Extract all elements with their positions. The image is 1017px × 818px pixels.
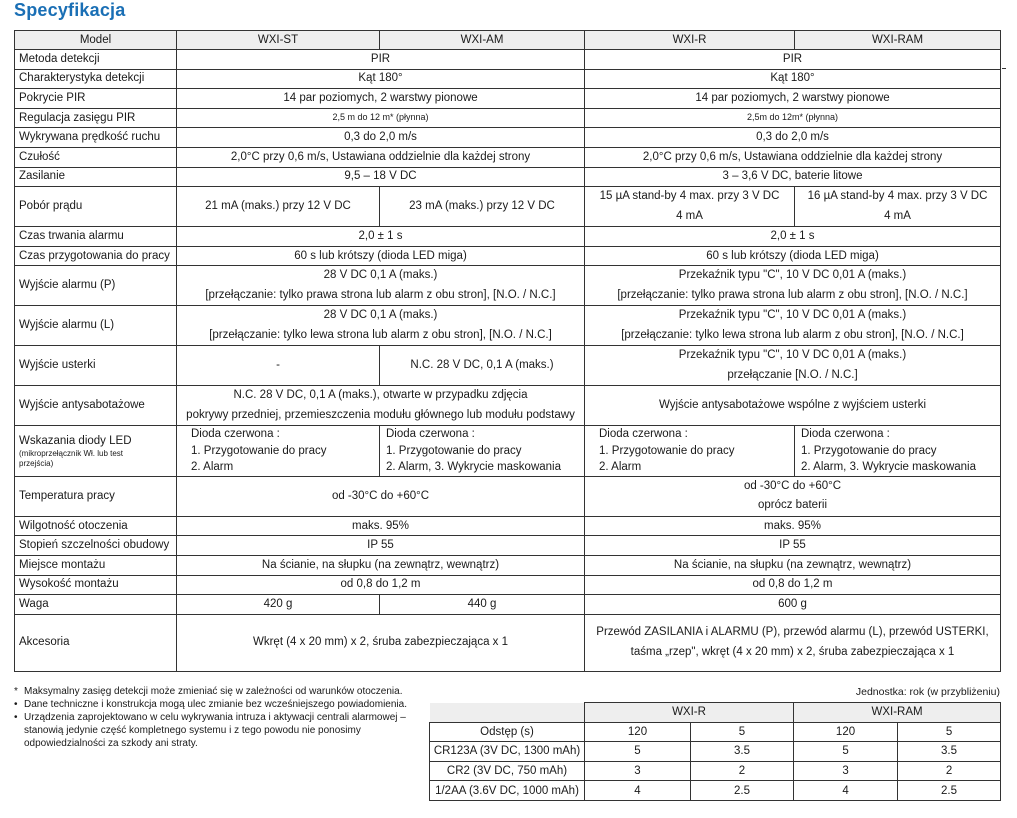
footnote-text: Maksymalny zasięg detekcji może zmieniać się w zależności od warunków otoczenia. — [24, 686, 403, 697]
cell-value: PIR — [585, 50, 1001, 70]
row-label: Wykrywana prędkość ruchu — [15, 128, 177, 148]
model-wxi-ram-header: WXI-RAM — [795, 31, 1001, 50]
cell-value: 440 g — [380, 595, 585, 615]
cell-value: IP 55 — [177, 536, 585, 556]
table-row — [15, 346, 1001, 386]
model-wxi-am-header: WXI-AM — [380, 31, 585, 50]
row-label: Miejsce montażu — [15, 556, 177, 576]
cell-value: 21 mA (maks.) przy 12 V DC — [177, 187, 380, 227]
cell-value — [177, 386, 585, 426]
cell-line: Dioda czerwona : — [801, 428, 890, 441]
row-label: Zasilanie — [15, 167, 177, 187]
cell-value: N.C. 28 V DC, 0,1 A (maks.) — [380, 346, 585, 386]
asterisk-icon: * — [14, 686, 18, 697]
empty-cell — [430, 703, 585, 723]
battery-life-value: 3 — [794, 761, 898, 781]
cell-value — [177, 426, 380, 477]
table-row — [430, 761, 1001, 781]
cell-value: 2,0 ± 1 s — [177, 227, 585, 247]
bullet-icon: • — [14, 699, 18, 710]
cell-value: 2,0°C przy 0,6 m/s, Ustawiana oddzielnie dla każdej strony — [585, 147, 1001, 167]
cell-line: 15 µA stand-by 4 max. przy 3 V DC — [599, 190, 780, 203]
cell-line: Dioda czerwona : — [191, 428, 280, 441]
table-row — [430, 781, 1001, 801]
row-label: Czas trwania alarmu — [15, 227, 177, 247]
battery-life-value: 5 — [794, 742, 898, 762]
row-label: Regulacja zasięgu PIR — [15, 108, 177, 128]
table-row — [15, 614, 1001, 671]
interval-value: 5 — [898, 722, 1001, 742]
table-row — [15, 227, 1001, 247]
cell-value — [177, 306, 585, 346]
footnotes — [14, 685, 414, 750]
cell-value — [585, 614, 1001, 671]
cell-value: 0,3 do 2,0 m/s — [585, 128, 1001, 148]
table-row — [15, 128, 1001, 148]
cell-value: 420 g — [177, 595, 380, 615]
battery-life-value: 4 — [794, 781, 898, 801]
row-label: Waga — [15, 595, 177, 615]
table-row — [15, 187, 1001, 227]
cell-line: Przewód ZASILANIA i ALARMU (P), przewód alarmu (L), przewód USTERKI, — [596, 626, 989, 639]
cell-line: 2. Alarm, 3. Wykrycie maskowania — [801, 461, 977, 474]
battery-life-value: 2 — [898, 761, 1001, 781]
table-row — [15, 476, 1001, 516]
cell-value: 14 par poziomych, 2 warstwy pionowe — [585, 89, 1001, 109]
table-row — [15, 536, 1001, 556]
battery-life-value: 2.5 — [898, 781, 1001, 801]
cell-value — [585, 187, 795, 227]
table-row — [15, 89, 1001, 109]
footnote — [14, 698, 414, 711]
spec-header-row — [15, 31, 1001, 50]
battery-type: CR123A (3V DC, 1300 mAh) — [430, 742, 585, 762]
table-row — [15, 266, 1001, 306]
row-label-sub: przejścia) — [19, 458, 54, 468]
row-label-sub: (mikroprzełącznik Wł. lub test — [19, 448, 124, 458]
table-row — [15, 147, 1001, 167]
cell-line: 28 V DC 0,1 A (maks.) — [323, 269, 438, 282]
row-label: Pobór prądu — [15, 187, 177, 227]
row-label: Wyjście alarmu (L) — [15, 306, 177, 346]
cell-line: 2. Alarm, 3. Wykrycie maskowania — [386, 461, 562, 474]
cell-value: maks. 95% — [585, 516, 1001, 536]
footnote-text: Dane techniczne i konstrukcja mogą ulec zmianie bez wcześniejszego powiadomienia. — [24, 699, 407, 710]
battery-interval-row — [430, 722, 1001, 742]
battery-header-row — [430, 703, 1001, 723]
cell-line: 28 V DC 0,1 A (maks.) — [323, 309, 438, 322]
cell-value: 60 s lub krótszy (dioda LED miga) — [585, 246, 1001, 266]
row-label: Czułość — [15, 147, 177, 167]
battery-life-value: 3 — [585, 761, 691, 781]
table-row — [15, 595, 1001, 615]
interval-value: 5 — [691, 722, 794, 742]
cell-line: [przełączanie: tylko lewa strona lub alarm z obu stron], [N.O. / N.C.] — [209, 328, 552, 341]
cell-line: Przekaźnik typu "C", 10 V DC 0,01 A (maks.) — [678, 269, 907, 282]
cell-value — [585, 306, 1001, 346]
battery-unit-note: Jednostka: rok (w przybliżeniu) — [855, 686, 1000, 698]
spec-table — [14, 30, 1001, 672]
cell-line: Przekaźnik typu "C", 10 V DC 0,01 A (maks.) — [678, 349, 907, 362]
cell-value: 600 g — [585, 595, 1001, 615]
cell-value: Na ścianie, na słupku (na zewnątrz, wewnątrz) — [177, 556, 585, 576]
cell-value: - — [177, 346, 380, 386]
cell-line: 1. Przygotowanie do pracy — [599, 444, 735, 457]
table-row — [15, 50, 1001, 70]
cell-value — [177, 266, 585, 306]
table-row — [15, 69, 1001, 89]
table-edge-mark — [1002, 68, 1006, 69]
cell-line: [przełączanie: tylko prawa strona lub alarm z obu stron], [N.O. / N.C.] — [205, 288, 556, 301]
row-label: Temperatura pracy — [15, 476, 177, 516]
page-title: Specyfikacja — [14, 0, 126, 20]
cell-value: 9,5 – 18 V DC — [177, 167, 585, 187]
row-label-text: Wskazania diody LED — [19, 434, 132, 447]
battery-life-value: 2 — [691, 761, 794, 781]
row-label: Wyjście alarmu (P) — [15, 266, 177, 306]
battery-life-table — [429, 702, 1001, 801]
table-row — [15, 306, 1001, 346]
cell-value: 60 s lub krótszy (dioda LED miga) — [177, 246, 585, 266]
footnote — [14, 685, 414, 698]
cell-value — [795, 426, 1001, 477]
cell-line: 1. Przygotowanie do pracy — [191, 444, 327, 457]
cell-line: 2. Alarm — [599, 461, 642, 474]
bullet-icon: • — [14, 712, 18, 723]
cell-value: Na ścianie, na słupku (na zewnątrz, wewnątrz) — [585, 556, 1001, 576]
cell-value: IP 55 — [585, 536, 1001, 556]
footnote — [14, 711, 414, 750]
table-row — [430, 742, 1001, 762]
battery-life-value: 5 — [585, 742, 691, 762]
row-label: Stopień szczelności obudowy — [15, 536, 177, 556]
table-row — [15, 575, 1001, 595]
battery-life-value: 4 — [585, 781, 691, 801]
cell-line: Przekaźnik typu "C", 10 V DC 0,01 A (maks.) — [678, 309, 907, 322]
row-label: Charakterystyka detekcji — [15, 69, 177, 89]
cell-value — [380, 426, 585, 477]
cell-line: 4 mA — [676, 209, 703, 222]
cell-line: 2. Alarm — [191, 461, 234, 474]
cell-value: maks. 95% — [177, 516, 585, 536]
cell-line: 1. Przygotowanie do pracy — [801, 444, 937, 457]
cell-line: N.C. 28 V DC, 0,1 A (maks.), otwarte w przypadku zdjęcia — [233, 389, 528, 402]
interval-label: Odstęp (s) — [430, 722, 585, 742]
footnote-text: Urządzenia zaprojektowano w celu wykrywania intruza i aktywacji centrali alarmowej – stanowią jedynie część kompletnego systemu i z tego powodu nie ponosimy odpowiedzialności za szkody ani straty. — [24, 712, 406, 749]
cell-value: 23 mA (maks.) przy 12 V DC — [380, 187, 585, 227]
row-label: Akcesoria — [15, 614, 177, 671]
cell-line: oprócz baterii — [757, 499, 828, 512]
cell-line: 16 µA stand-by 4 max. przy 3 V DC — [807, 190, 988, 203]
battery-type: CR2 (3V DC, 750 mAh) — [430, 761, 585, 781]
cell-value: od -30°C do +60°C — [177, 476, 585, 516]
cell-line: od -30°C do +60°C — [743, 479, 842, 492]
battery-life-value: 3.5 — [898, 742, 1001, 762]
row-label: Wilgotność otoczenia — [15, 516, 177, 536]
table-row — [15, 246, 1001, 266]
cell-line: 1. Przygotowanie do pracy — [386, 444, 522, 457]
cell-line: Dioda czerwona : — [386, 428, 475, 441]
cell-line: przełączanie [N.O. / N.C.] — [727, 368, 858, 381]
cell-value: od 0,8 do 1,2 m — [585, 575, 1001, 595]
battery-life-value: 2.5 — [691, 781, 794, 801]
row-label: Wysokość montażu — [15, 575, 177, 595]
table-row — [15, 516, 1001, 536]
cell-value — [585, 476, 1001, 516]
cell-value: 2,5 m do 12 m* (płynna) — [177, 108, 585, 128]
cell-value: 0,3 do 2,0 m/s — [177, 128, 585, 148]
battery-life-value: 3.5 — [691, 742, 794, 762]
cell-value — [585, 426, 795, 477]
model-wxi-r-header: WXI-R — [585, 31, 795, 50]
cell-line: Dioda czerwona : — [599, 428, 688, 441]
battery-model-header: WXI-R — [585, 703, 794, 723]
battery-type: 1/2AA (3.6V DC, 1000 mAh) — [430, 781, 585, 801]
cell-value: Kąt 180° — [585, 69, 1001, 89]
cell-value: 2,0°C przy 0,6 m/s, Ustawiana oddzielnie dla każdej strony — [177, 147, 585, 167]
row-label: Czas przygotowania do pracy — [15, 246, 177, 266]
cell-value — [585, 266, 1001, 306]
row-label: Pokrycie PIR — [15, 89, 177, 109]
table-row — [15, 386, 1001, 426]
model-wxi-st-header: WXI-ST — [177, 31, 380, 50]
cell-line: 4 mA — [884, 209, 911, 222]
row-label: Wyjście usterki — [15, 346, 177, 386]
cell-value: Wkręt (4 x 20 mm) x 2, śruba zabezpieczająca x 1 — [177, 614, 585, 671]
cell-value: 3 – 3,6 V DC, baterie litowe — [585, 167, 1001, 187]
cell-value: PIR — [177, 50, 585, 70]
cell-value — [585, 346, 1001, 386]
row-label: Metoda detekcji — [15, 50, 177, 70]
table-row — [15, 556, 1001, 576]
cell-value: Wyjście antysabotażowe wspólne z wyjściem usterki — [585, 386, 1001, 426]
cell-value: Kąt 180° — [177, 69, 585, 89]
row-label — [15, 426, 177, 477]
interval-value: 120 — [585, 722, 691, 742]
cell-line: [przełączanie: tylko lewa strona lub alarm z obu stron], [N.O. / N.C.] — [621, 328, 964, 341]
cell-value: 2,0 ± 1 s — [585, 227, 1001, 247]
table-row — [15, 167, 1001, 187]
cell-value — [795, 187, 1001, 227]
table-row — [15, 108, 1001, 128]
row-label: Wyjście antysabotażowe — [15, 386, 177, 426]
interval-value: 120 — [794, 722, 898, 742]
cell-line: [przełączanie: tylko prawa strona lub alarm z obu stron], [N.O. / N.C.] — [617, 288, 968, 301]
model-header: Model — [15, 31, 177, 50]
cell-line: pokrywy przedniej, przemieszczenia modułu głównego lub modułu podstawy — [186, 408, 575, 421]
battery-model-header: WXI-RAM — [794, 703, 1001, 723]
cell-value: 2,5m do 12m* (płynna) — [585, 108, 1001, 128]
cell-value: 14 par poziomych, 2 warstwy pionowe — [177, 89, 585, 109]
cell-line: taśma „rzep", wkręt (4 x 20 mm) x 2, śruba zabezpieczająca x 1 — [630, 645, 955, 658]
cell-value: od 0,8 do 1,2 m — [177, 575, 585, 595]
table-row — [15, 426, 1001, 477]
